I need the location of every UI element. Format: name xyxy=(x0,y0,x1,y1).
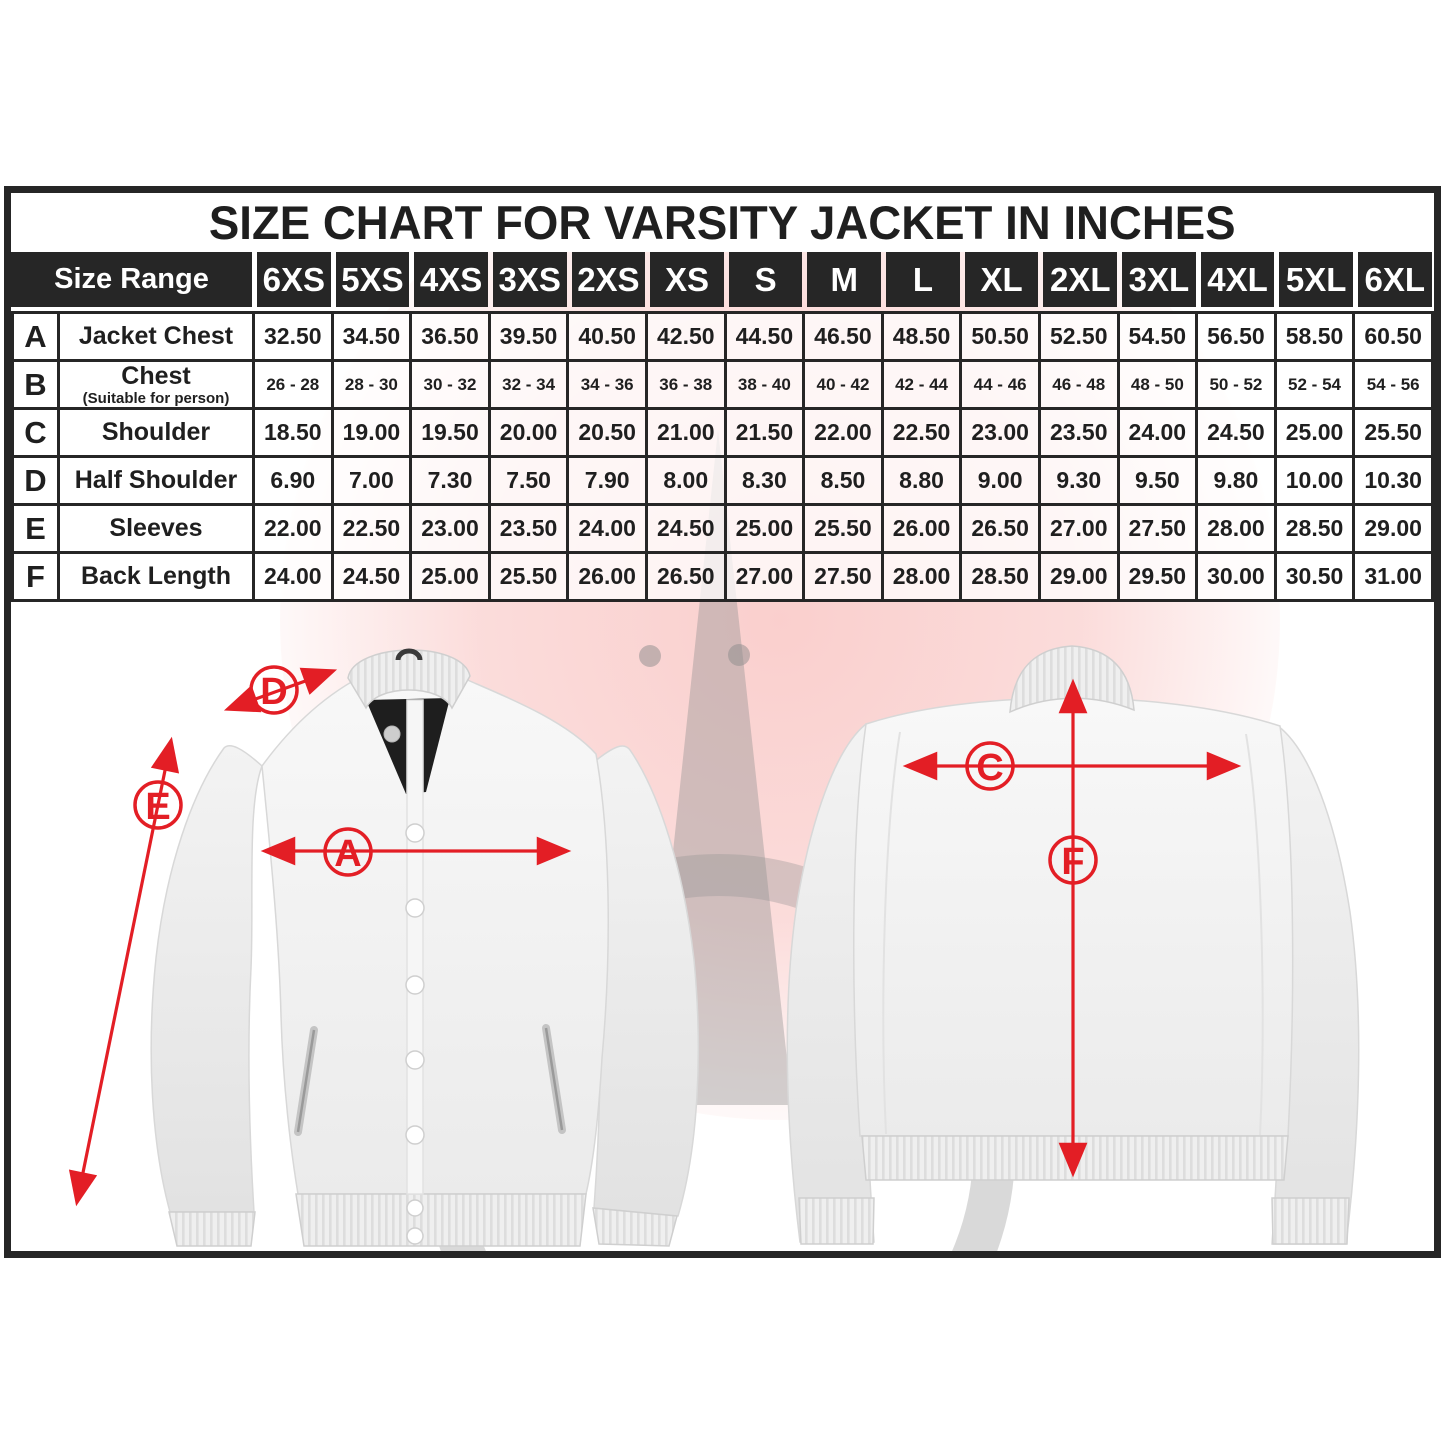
value-cell: 58.50 xyxy=(1275,313,1354,361)
marker-letter-c: C xyxy=(976,747,1004,789)
value-cell: 22.00 xyxy=(254,505,333,553)
front-right-sleeve xyxy=(594,746,698,1216)
row-label-text: Jacket Chest xyxy=(78,322,234,350)
collar-snap-button xyxy=(384,726,400,742)
value-cell: 28.00 xyxy=(882,553,961,601)
value-cell: 42 - 44 xyxy=(882,361,961,409)
value-cell: 8.00 xyxy=(646,457,725,505)
value-cell: 21.50 xyxy=(725,409,804,457)
value-cell: 39.50 xyxy=(489,313,568,361)
value-cell: 25.00 xyxy=(1275,409,1354,457)
value-cell: 22.50 xyxy=(332,505,411,553)
value-cell: 22.50 xyxy=(882,409,961,457)
value-cell: 19.00 xyxy=(332,409,411,457)
title-bar xyxy=(11,193,1434,252)
value-cell: 8.80 xyxy=(882,457,961,505)
row-letter-d: D xyxy=(13,457,59,505)
value-cell: 7.90 xyxy=(568,457,647,505)
value-cell: 30.50 xyxy=(1275,553,1354,601)
value-cell: 34 - 36 xyxy=(568,361,647,409)
snap-button xyxy=(406,976,424,994)
value-cell: 23.50 xyxy=(489,505,568,553)
row-label-c xyxy=(59,409,254,457)
value-cell: 40 - 42 xyxy=(804,361,883,409)
corner-cell: Size Range xyxy=(11,252,252,307)
value-cell: 25.50 xyxy=(804,505,883,553)
row-label-d xyxy=(59,457,254,505)
value-cell: 7.50 xyxy=(489,457,568,505)
value-cell: 27.50 xyxy=(1118,505,1197,553)
row-letter-c: C xyxy=(13,409,59,457)
jacket-measurement-diagram xyxy=(11,602,1434,1251)
marker-letter-d: D xyxy=(260,671,288,713)
button-placket xyxy=(407,700,423,1194)
value-cell: 23.00 xyxy=(961,409,1040,457)
size-chart-table xyxy=(11,311,1434,602)
measurement-row-e xyxy=(13,505,1433,553)
value-cell: 25.00 xyxy=(411,553,490,601)
value-cell: 42.50 xyxy=(646,313,725,361)
size-col-header-2xl: 2XL xyxy=(1043,252,1117,307)
size-col-header-l: L xyxy=(886,252,960,307)
snap-button xyxy=(406,1051,424,1069)
row-label-text: Shoulder xyxy=(101,418,211,446)
value-cell: 54.50 xyxy=(1118,313,1197,361)
value-cell: 28.50 xyxy=(1275,505,1354,553)
measurement-row-a xyxy=(13,313,1433,361)
size-col-header-6xl: 6XL xyxy=(1358,252,1432,307)
value-cell: 60.50 xyxy=(1354,313,1433,361)
value-cell: 44 - 46 xyxy=(961,361,1040,409)
value-cell: 20.00 xyxy=(489,409,568,457)
row-label-text: Chest xyxy=(121,361,191,390)
row-label-text: Back Length xyxy=(80,562,232,590)
value-cell: 24.50 xyxy=(646,505,725,553)
back-hem-band xyxy=(862,1136,1288,1180)
value-cell: 9.80 xyxy=(1197,457,1276,505)
value-cell: 25.50 xyxy=(489,553,568,601)
snap-button xyxy=(406,824,424,842)
value-cell: 56.50 xyxy=(1197,313,1276,361)
value-cell: 24.50 xyxy=(332,553,411,601)
value-cell: 50.50 xyxy=(961,313,1040,361)
value-cell: 27.00 xyxy=(725,553,804,601)
size-col-header-s: S xyxy=(729,252,803,307)
size-col-header-xs: XS xyxy=(650,252,724,307)
value-cell: 38 - 40 xyxy=(725,361,804,409)
value-cell: 36.50 xyxy=(411,313,490,361)
size-col-header-3xs: 3XS xyxy=(493,252,567,307)
value-cell: 27.00 xyxy=(1039,505,1118,553)
value-cell: 50 - 52 xyxy=(1197,361,1276,409)
value-cell: 7.00 xyxy=(332,457,411,505)
size-col-header-4xs: 4XS xyxy=(414,252,488,307)
value-cell: 7.30 xyxy=(411,457,490,505)
row-label-a xyxy=(59,313,254,361)
value-cell: 23.00 xyxy=(411,505,490,553)
value-cell: 36 - 38 xyxy=(646,361,725,409)
row-label-f xyxy=(59,553,254,601)
value-cell: 52 - 54 xyxy=(1275,361,1354,409)
value-cell: 18.50 xyxy=(254,409,333,457)
value-cell: 24.00 xyxy=(568,505,647,553)
size-col-header-4xl: 4XL xyxy=(1201,252,1275,307)
value-cell: 10.00 xyxy=(1275,457,1354,505)
snap-button xyxy=(407,1228,423,1244)
front-hem-band xyxy=(296,1194,586,1246)
row-label-text: Half Shoulder xyxy=(74,466,238,494)
jacket-front-illustration xyxy=(151,650,698,1246)
back-cuff-right xyxy=(1272,1198,1349,1244)
value-cell: 25.00 xyxy=(725,505,804,553)
measurement-row-b xyxy=(13,361,1433,409)
value-cell: 48 - 50 xyxy=(1118,361,1197,409)
value-cell: 29.50 xyxy=(1118,553,1197,601)
value-cell: 52.50 xyxy=(1039,313,1118,361)
value-cell: 32 - 34 xyxy=(489,361,568,409)
size-col-header-5xl: 5XL xyxy=(1279,252,1353,307)
marker-letter-a: A xyxy=(334,833,362,875)
row-letter-b: B xyxy=(13,361,59,409)
size-col-header-6xs: 6XS xyxy=(257,252,331,307)
value-cell: 40.50 xyxy=(568,313,647,361)
value-cell: 20.50 xyxy=(568,409,647,457)
value-cell: 25.50 xyxy=(1354,409,1433,457)
row-label-e xyxy=(59,505,254,553)
value-cell: 48.50 xyxy=(882,313,961,361)
value-cell: 46.50 xyxy=(804,313,883,361)
measurement-row-c xyxy=(13,409,1433,457)
size-table-body xyxy=(13,313,1433,601)
value-cell: 9.00 xyxy=(961,457,1040,505)
snap-button xyxy=(406,1126,424,1144)
value-cell: 6.90 xyxy=(254,457,333,505)
value-cell: 30 - 32 xyxy=(411,361,490,409)
value-cell: 24.00 xyxy=(1118,409,1197,457)
row-label-text: Sleeves xyxy=(109,514,203,542)
value-cell: 26.50 xyxy=(646,553,725,601)
value-cell: 34.50 xyxy=(332,313,411,361)
value-cell: 26.50 xyxy=(961,505,1040,553)
value-cell: 24.00 xyxy=(254,553,333,601)
page-title: SIZE CHART FOR VARSITY JACKET IN INCHES xyxy=(209,196,1236,249)
size-col-header-5xs: 5XS xyxy=(336,252,410,307)
size-col-header-2xs: 2XS xyxy=(572,252,646,307)
row-label-b xyxy=(59,361,254,409)
value-cell: 32.50 xyxy=(254,313,333,361)
value-cell: 8.50 xyxy=(804,457,883,505)
value-cell: 30.00 xyxy=(1197,553,1276,601)
value-cell: 29.00 xyxy=(1354,505,1433,553)
value-cell: 26.00 xyxy=(882,505,961,553)
size-col-header-xl: XL xyxy=(965,252,1039,307)
value-cell: 46 - 48 xyxy=(1039,361,1118,409)
snap-button xyxy=(406,899,424,917)
value-cell: 10.30 xyxy=(1354,457,1433,505)
value-cell: 27.50 xyxy=(804,553,883,601)
size-col-header-3xl: 3XL xyxy=(1122,252,1196,307)
value-cell: 28.50 xyxy=(961,553,1040,601)
size-col-header-m: M xyxy=(807,252,881,307)
chart-frame xyxy=(4,186,1441,1258)
value-cell: 31.00 xyxy=(1354,553,1433,601)
value-cell: 21.00 xyxy=(646,409,725,457)
row-sublabel-text: (Suitable for person) xyxy=(82,389,230,407)
value-cell: 9.30 xyxy=(1039,457,1118,505)
marker-letter-e: E xyxy=(145,786,171,828)
value-cell: 8.30 xyxy=(725,457,804,505)
measurement-row-f xyxy=(13,553,1433,601)
value-cell: 26.00 xyxy=(568,553,647,601)
value-cell: 19.50 xyxy=(411,409,490,457)
value-cell: 26 - 28 xyxy=(254,361,333,409)
snap-button xyxy=(407,1200,423,1216)
value-cell: 44.50 xyxy=(725,313,804,361)
front-cuff-left xyxy=(169,1212,255,1246)
row-letter-a: A xyxy=(13,313,59,361)
value-cell: 29.00 xyxy=(1039,553,1118,601)
back-cuff-left xyxy=(799,1198,874,1244)
value-cell: 28.00 xyxy=(1197,505,1276,553)
value-cell: 9.50 xyxy=(1118,457,1197,505)
value-cell: 24.50 xyxy=(1197,409,1276,457)
value-cell: 54 - 56 xyxy=(1354,361,1433,409)
value-cell: 22.00 xyxy=(804,409,883,457)
value-cell: 28 - 30 xyxy=(332,361,411,409)
marker-letter-f: F xyxy=(1061,841,1085,883)
size-header-row xyxy=(11,252,1434,307)
measurement-row-d xyxy=(13,457,1433,505)
row-letter-e: E xyxy=(13,505,59,553)
value-cell: 23.50 xyxy=(1039,409,1118,457)
row-letter-f: F xyxy=(13,553,59,601)
